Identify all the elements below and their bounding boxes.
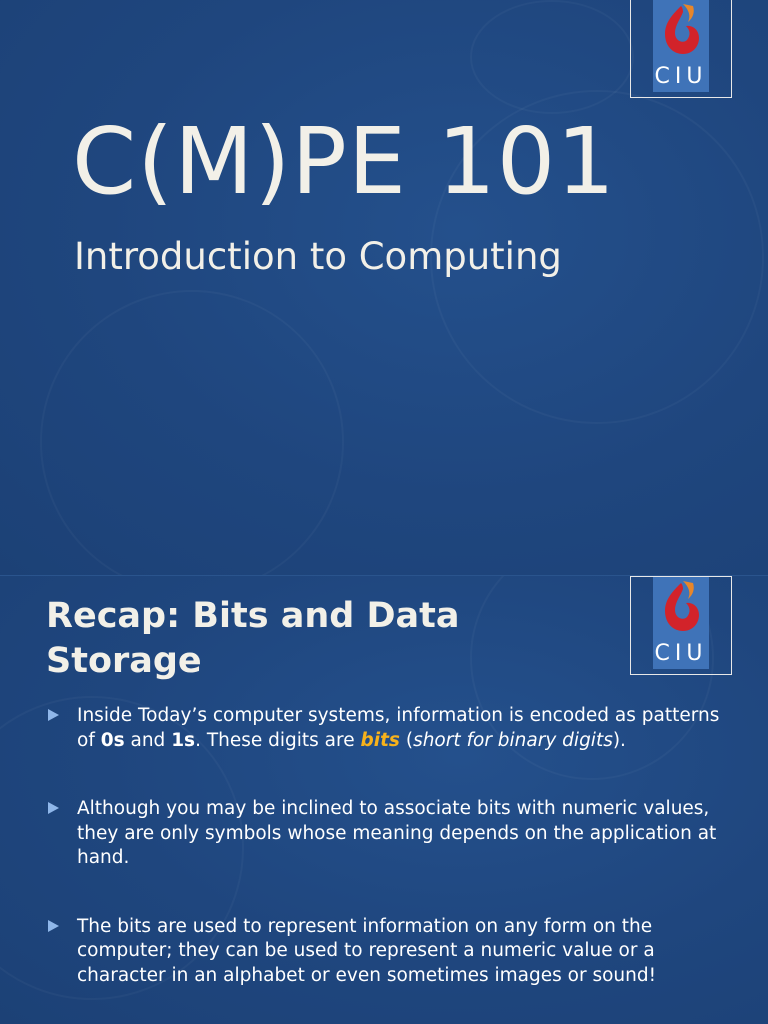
bullet-text: ). [612, 729, 626, 751]
ciu-flame-icon [653, 577, 709, 643]
ciu-logo-panel [653, 0, 709, 92]
bullet-bold-text: 0s [100, 729, 125, 751]
bullet-item [46, 915, 726, 989]
bullet-arrow-icon [48, 920, 59, 932]
slide-heading-line1: Recap: Bits and Data [46, 596, 460, 636]
slide-heading-line2: Storage [46, 641, 202, 681]
bullet-text: ( [399, 729, 414, 751]
ciu-logo [630, 0, 732, 98]
slide-title: C(M)PE 101 [72, 108, 616, 215]
bullet-text: Inside Today’s computer systems, information is encoded as patterns of [77, 705, 720, 751]
bullet-item [46, 797, 726, 871]
bullet-text: and [124, 729, 172, 751]
background-circle-decoration [470, 0, 634, 114]
bullet-arrow-icon [48, 709, 59, 721]
ciu-logo [630, 576, 732, 675]
ciu-flame-icon [653, 0, 709, 66]
bits-highlight: bits [360, 729, 400, 751]
bullet-text: . These digits are [195, 729, 361, 751]
slide-subtitle: Introduction to Computing [74, 235, 562, 278]
content-slide [0, 576, 768, 1024]
bullet-list [46, 704, 726, 1024]
bullet-italic-text: short for binary digits [413, 729, 613, 751]
bullet-text: The bits are used to represent information on any form on the computer; they can be used to represent a numeric value or a character in an alphabet or even sometimes images or sound! [77, 915, 657, 986]
ciu-logo-text: CIU [654, 64, 708, 89]
slide-heading [46, 594, 606, 684]
background-circle-decoration [40, 290, 344, 576]
bullet-arrow-icon [48, 802, 59, 814]
ciu-logo-panel [653, 577, 709, 669]
bullet-text: Although you may be inclined to associate bits with numeric values, they are only symbols whose meaning depends on the application at hand. [77, 798, 717, 868]
bullet-item [46, 704, 726, 753]
ciu-logo-text: CIU [654, 641, 708, 666]
bullet-bold-text: 1s [171, 729, 196, 751]
